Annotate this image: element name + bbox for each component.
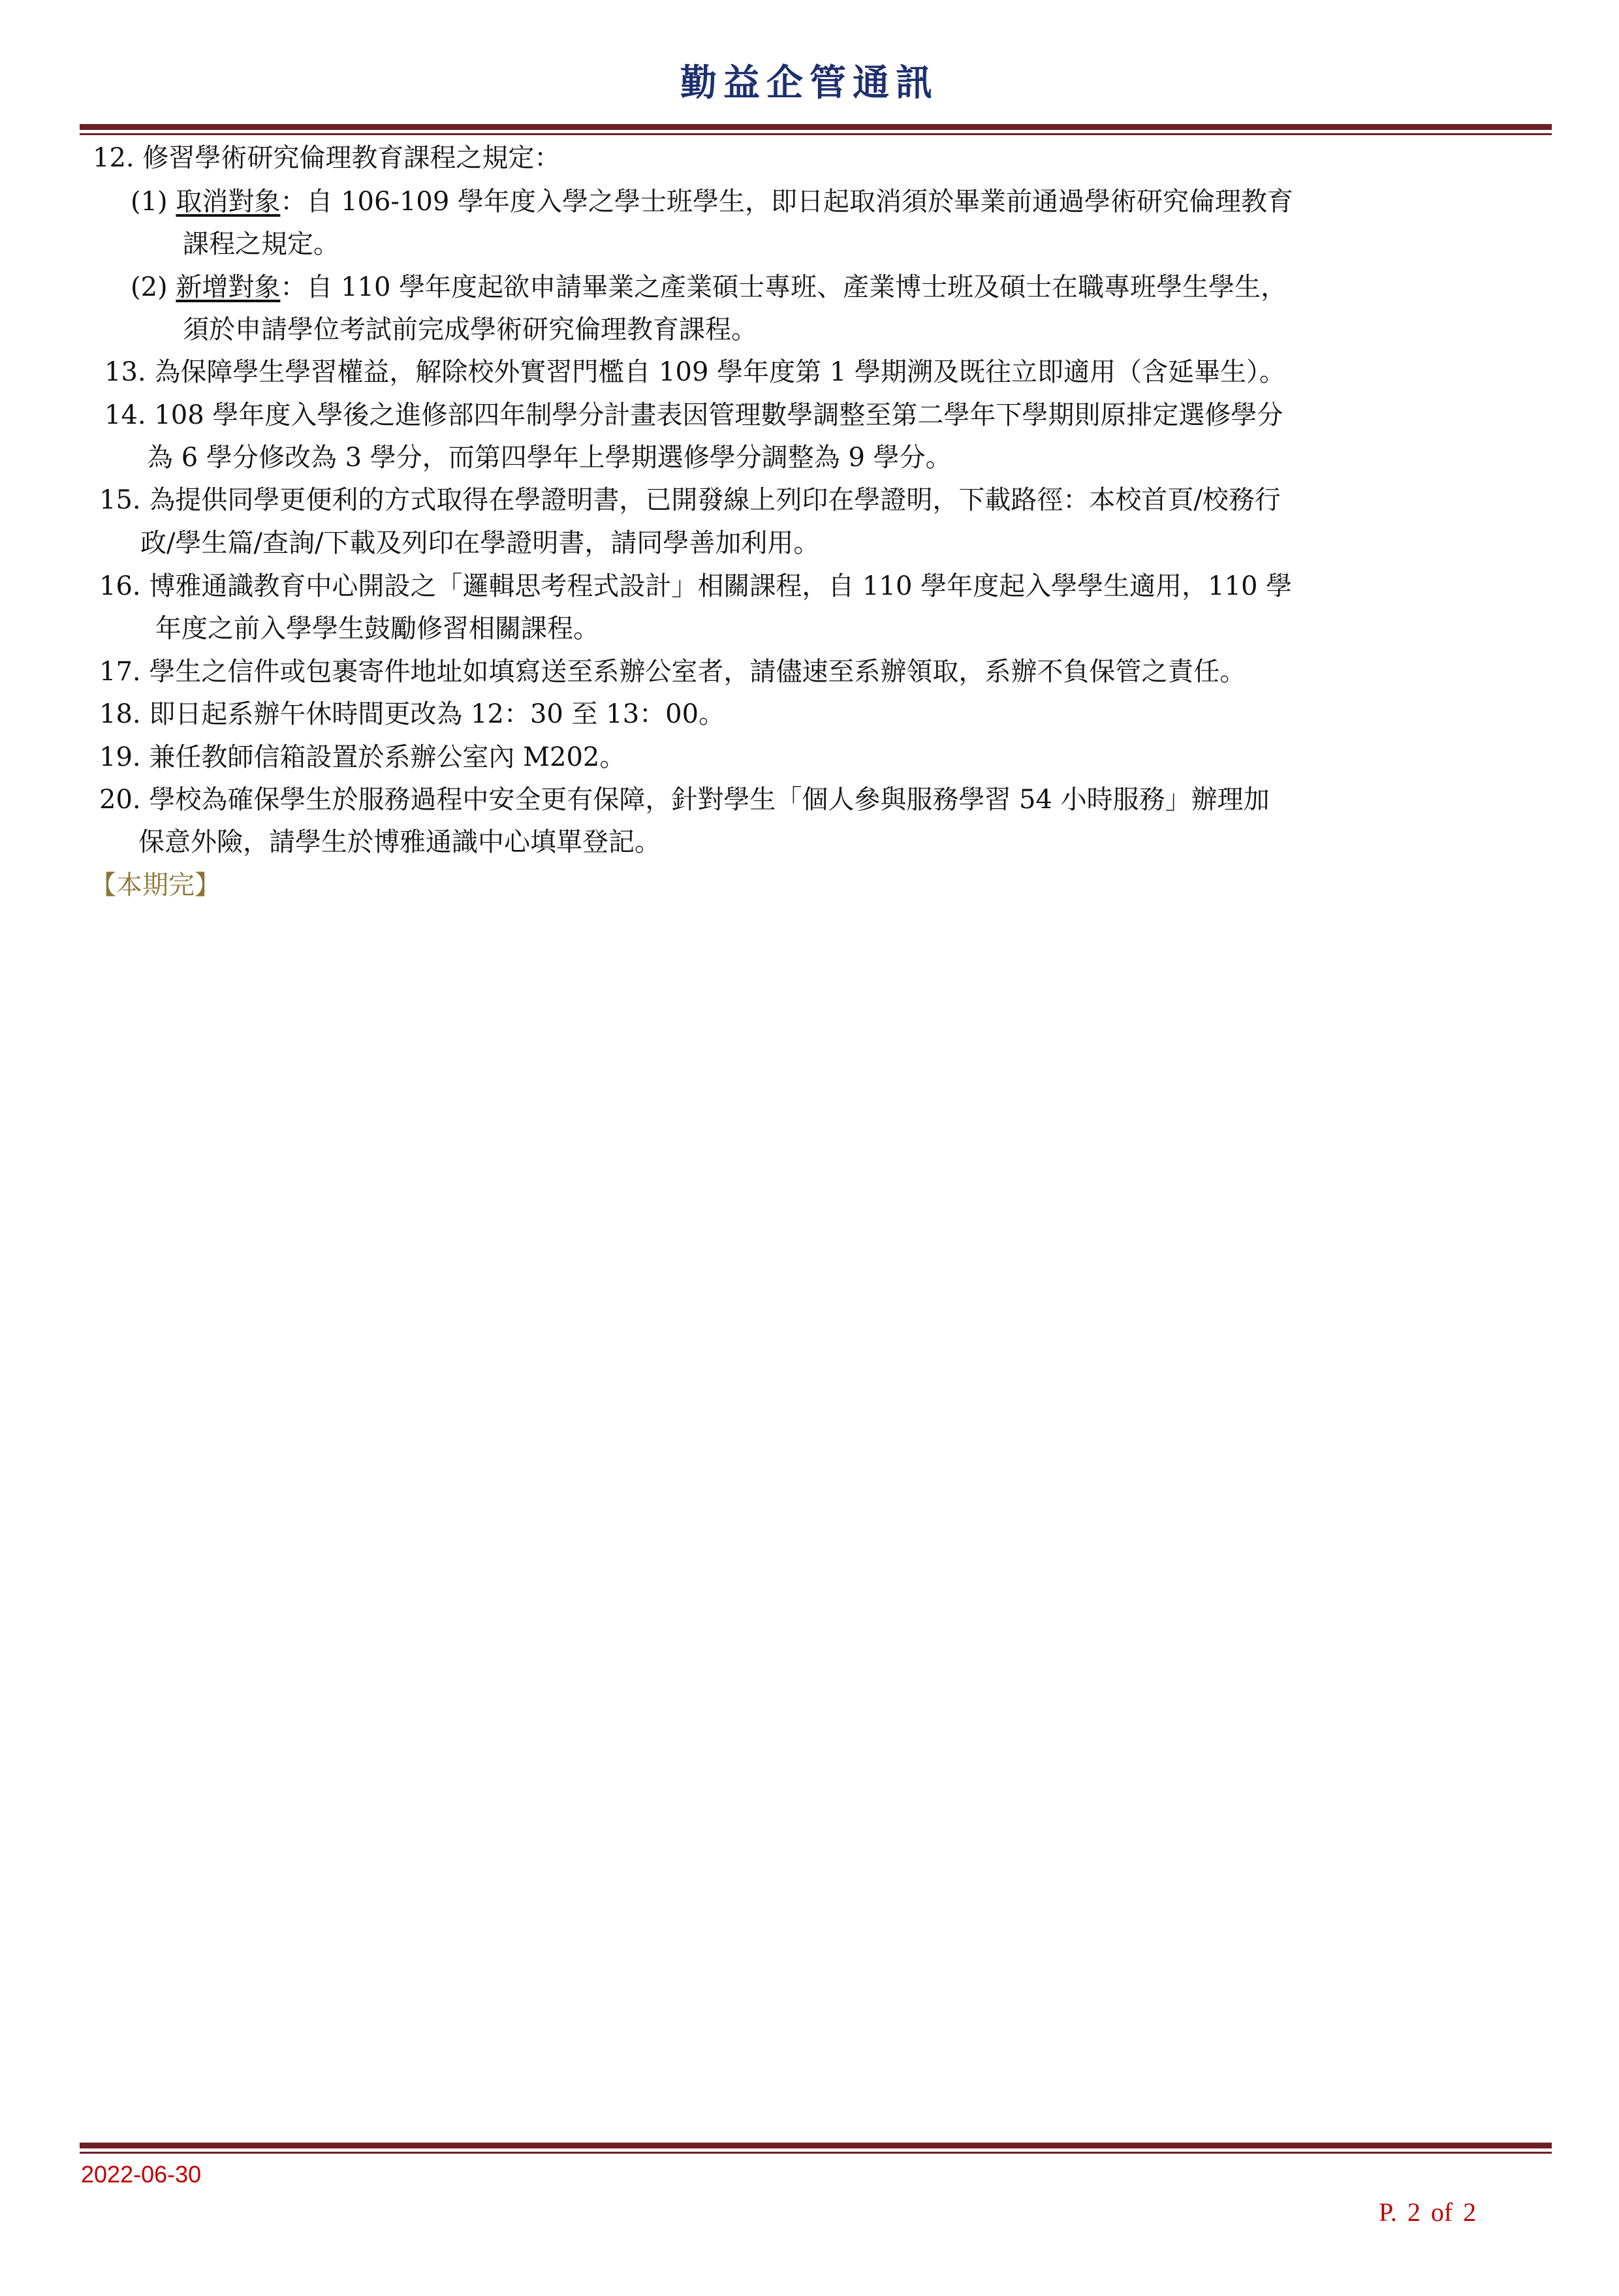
sub-item-label: 取消對象 — [176, 187, 281, 217]
footer-date: 2022-06-30 — [81, 2161, 202, 2188]
newsletter-title: 勤益企管通訊 — [680, 62, 939, 104]
list-item-19: 19. 兼任教師信箱設置於系辦公室內 M202。 — [99, 742, 626, 772]
header-divider — [80, 124, 1552, 135]
list-item-18: 18. 即日起系辦午休時間更改為 12：30 至 13：00。 — [99, 699, 725, 729]
list-item-12-sub-1-cont: 課程之規定。 — [183, 229, 339, 259]
footer-divider — [80, 2143, 1552, 2154]
list-item-16-cont: 年度之前入學學生鼓勵修習相關課程。 — [155, 614, 599, 644]
list-item-17: 17. 學生之信件或包裹寄件地址如填寫送至系辦公室者，請儘速至系辦領取，系辦不負保管之責任。 — [99, 657, 1246, 687]
list-item-12-sub-1 — [131, 181, 1293, 223]
sub-item-text: ：自 110 學年度起欲申請畢業之產業碩士專班、產業博士班及碩士在職專班學生學生， — [280, 272, 1287, 302]
list-item-16: 16. 博雅通識教育中心開設之「邏輯思考程式設計」相關課程，自 110 學年度起入學學生適用，110 學 — [99, 571, 1293, 601]
list-item-15-cont: 政/學生篇/查詢/下載及列印在學證明書，請同學善加利用。 — [140, 528, 820, 558]
list-item-12-sub-2-cont: 須於申請學位考試前完成學術研究倫理教育課程。 — [183, 315, 757, 345]
list-item-14: 14. 108 學年度入學後之進修部四年制學分計畫表因管理數學調整至第二學年下學期則原排定選修學分 — [104, 400, 1283, 430]
list-item-13: 13. 為保障學生學習權益，解除校外實習門檻自 109 學年度第 1 學期溯及既往立即適用（含延畢生）。 — [104, 357, 1285, 387]
list-item-20-cont: 保意外險，請學生於博雅通識中心填單登記。 — [138, 827, 661, 857]
list-item-14-cont: 為 6 學分修改為 3 學分，而第四學年上學期選修學分調整為 9 學分。 — [147, 443, 952, 473]
list-item-20: 20. 學校為確保學生於服務過程中安全更有保障，針對學生「個人參與服務學習 54 小時服務」辦理加 — [99, 785, 1270, 815]
page-number: P. 2 of 2 — [1379, 2197, 1477, 2227]
list-item-15: 15. 為提供同學更便利的方式取得在學證明書，已開發線上列印在學證明，下載路徑：本校首頁/校務行 — [99, 485, 1281, 515]
end-of-issue-mark: 【本期完】 — [90, 870, 221, 900]
list-item-12-sub-2 — [131, 266, 1287, 309]
sub-item-number: (1) — [131, 187, 176, 217]
sub-item-number: (2) — [131, 272, 176, 302]
list-item-12: 12. 修習學術研究倫理教育課程之規定： — [93, 143, 561, 173]
sub-item-text: ：自 106-109 學年度入學之學士班學生，即日起取消須於畢業前通過學術研究倫理教育 — [280, 187, 1294, 217]
sub-item-label: 新增對象 — [176, 272, 281, 302]
